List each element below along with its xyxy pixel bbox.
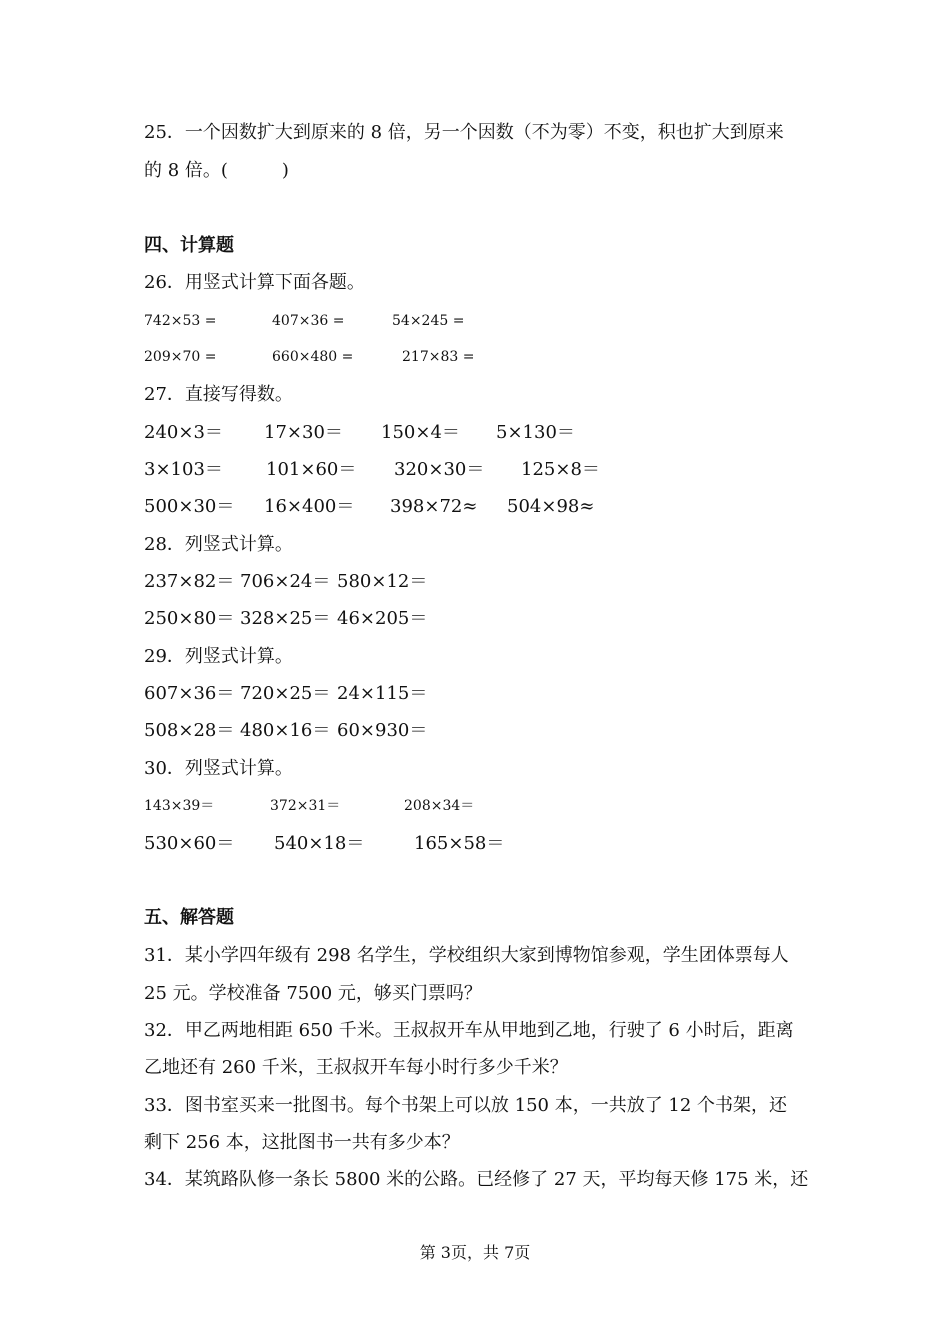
expression: 480×16＝ <box>240 720 331 741</box>
q28-prompt: 28．列竖式计算。 <box>144 534 293 555</box>
q33-line2: 剩下 256 本，这批图书一共有多少本？ <box>144 1132 460 1153</box>
q25-line2: 的 8 倍。( ) <box>144 160 289 181</box>
q25-line1: 25．一个因数扩大到原来的 8 倍，另一个因数（不为零）不变，积也扩大到原来 <box>144 122 784 143</box>
expression: 17×30＝ <box>264 422 343 443</box>
q34-line1: 34．某筑路队修一条长 5800 米的公路。已经修了 27 天，平均每天修 175 米，还 <box>144 1169 809 1190</box>
expression: 24×115＝ <box>337 683 428 704</box>
q32-line1: 32．甲乙两地相距 650 千米。王叔叔开车从甲地到乙地，行驶了 6 小时后，距离 <box>144 1020 794 1041</box>
expression: 165×58＝ <box>414 833 505 854</box>
q29-prompt: 29．列竖式计算。 <box>144 646 293 667</box>
expression: 5×130＝ <box>496 422 575 443</box>
expression: 125×8＝ <box>521 459 600 480</box>
expression: 320×30＝ <box>394 459 485 480</box>
expression: 237×82＝ <box>144 571 235 592</box>
expression: 607×36＝ <box>144 683 235 704</box>
expression: 143×39＝ <box>144 798 215 814</box>
section4-title: 四、计算题 <box>144 235 234 256</box>
expression: 250×80＝ <box>144 608 235 629</box>
q33-line1: 33．图书室买来一批图书。每个书架上可以放 150 本，一共放了 12 个书架，还 <box>144 1095 788 1116</box>
q30-prompt: 30．列竖式计算。 <box>144 758 293 779</box>
expression: 407×36 = <box>272 313 345 329</box>
expression: 504×98≈ <box>507 496 595 517</box>
expression: 530×60＝ <box>144 833 235 854</box>
expression: 580×12＝ <box>337 571 428 592</box>
expression: 46×205＝ <box>337 608 428 629</box>
q27-prompt: 27．直接写得数。 <box>144 384 293 405</box>
expression: 372×31＝ <box>270 798 341 814</box>
expression: 60×930＝ <box>337 720 428 741</box>
expression: 16×400＝ <box>264 496 355 517</box>
expression: 208×34＝ <box>404 798 475 814</box>
expression: 742×53 = <box>144 313 217 329</box>
expression: 398×72≈ <box>390 496 478 517</box>
expression: 101×60＝ <box>266 459 357 480</box>
expression: 150×4＝ <box>381 422 460 443</box>
q32-line2: 乙地还有 260 千米，王叔叔开车每小时行多少千米？ <box>144 1057 568 1078</box>
q26-prompt: 26．用竖式计算下面各题。 <box>144 272 365 293</box>
expression: 3×103＝ <box>144 459 223 480</box>
expression: 328×25＝ <box>240 608 331 629</box>
section5-title: 五、解答题 <box>144 907 234 928</box>
q31-line1: 31．某小学四年级有 298 名学生，学校组织大家到博物馆参观，学生团体票每人 <box>144 945 789 966</box>
expression: 540×18＝ <box>274 833 365 854</box>
expression: 500×30＝ <box>144 496 235 517</box>
expression: 209×70 = <box>144 349 217 365</box>
expression: 240×3＝ <box>144 422 223 443</box>
expression: 660×480 = <box>272 349 354 365</box>
expression: 706×24＝ <box>240 571 331 592</box>
expression: 217×83 = <box>402 349 475 365</box>
page-footer: 第 3页，共 7页 <box>419 1243 531 1262</box>
q31-line2: 25 元。学校准备 7500 元，够买门票吗？ <box>144 983 482 1004</box>
expression: 508×28＝ <box>144 720 235 741</box>
expression: 54×245 = <box>392 313 465 329</box>
expression: 720×25＝ <box>240 683 331 704</box>
